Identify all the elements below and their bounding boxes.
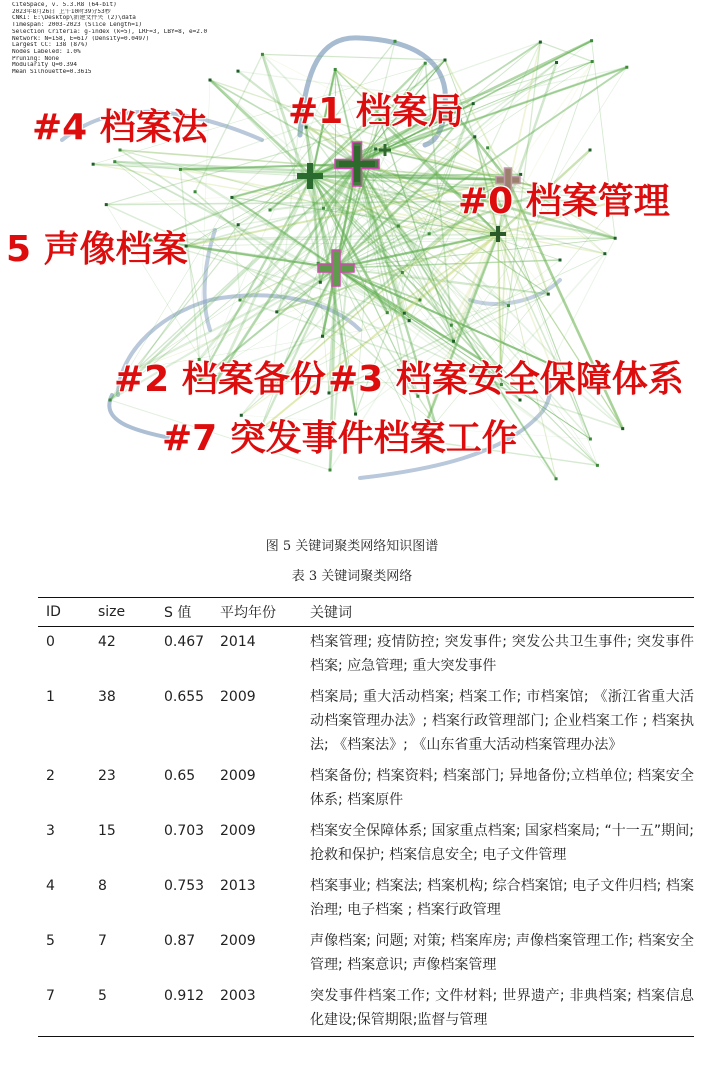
cell-id: 7 <box>46 988 55 1004</box>
table-row <box>38 627 694 683</box>
network-node <box>519 173 522 176</box>
network-node <box>269 209 272 212</box>
table-row <box>38 981 694 1037</box>
network-node <box>105 203 108 206</box>
network-node <box>555 477 558 480</box>
network-node <box>119 149 122 152</box>
network-node <box>230 196 233 199</box>
cell-keywords: 档案安全保障体系; 国家重点档案; 国家档案局; “十一五”期间; 抢救和保护; 档案信息安全; 电子文件管理 <box>310 823 694 863</box>
network-node <box>590 39 593 42</box>
network-node <box>329 469 332 472</box>
cluster-label-4: #4 档案法 <box>32 107 208 148</box>
info-line: CiteSpace, v. 5.3.R8 (64-bit) <box>12 2 117 8</box>
network-node <box>394 40 397 43</box>
cell-avg-year: 2009 <box>220 768 256 784</box>
table-row <box>38 682 694 761</box>
network-node <box>472 102 475 105</box>
cell-avg-year: 2009 <box>220 823 256 839</box>
info-line: Timespan: 2003-2023 (Slice Length=1) <box>12 22 143 29</box>
network-node <box>625 66 628 69</box>
cell-id: 4 <box>46 878 55 894</box>
table-header-row <box>38 598 694 627</box>
table-row <box>38 761 694 816</box>
network-node <box>408 319 411 322</box>
network-node <box>444 59 447 62</box>
network-node <box>194 190 197 193</box>
network-node <box>240 414 243 417</box>
network-node <box>179 168 182 171</box>
network-node <box>555 61 558 64</box>
network-node <box>386 311 389 314</box>
cell-id: 5 <box>46 933 55 949</box>
network-link <box>232 197 240 300</box>
network-node <box>621 427 624 430</box>
cluster-label-7: #7 突发事件档案工作 <box>162 418 518 459</box>
cell-keywords: 突发事件档案工作; 文件材料; 世界遗产; 非典档案; 档案信息化建设;保管期限;监督与管理 <box>310 988 694 1028</box>
network-node <box>452 340 455 343</box>
cell-s-value: 0.655 <box>164 689 205 705</box>
info-line: Selection Criteria: g-index (k=5), LRF=3, LBY=8, e=2.0 <box>12 28 208 35</box>
cell-size: 38 <box>98 689 116 705</box>
cell-size: 5 <box>98 988 107 1004</box>
header-keywords: 关键词 <box>310 605 352 621</box>
network-node <box>109 399 112 402</box>
network-node <box>473 135 476 138</box>
info-line: Largest CC: 138 (87%) <box>12 42 88 49</box>
network-node <box>319 281 322 284</box>
cell-size: 8 <box>98 878 107 894</box>
network-node <box>92 163 95 166</box>
network-node <box>591 60 594 63</box>
network-node <box>589 149 592 152</box>
network-node <box>275 310 278 313</box>
network-node <box>559 259 562 262</box>
info-line: Modularity Q=0.394 <box>12 62 78 69</box>
network-node <box>539 41 542 44</box>
info-line: Nodes Labeled: 1.0% <box>12 48 81 55</box>
cluster-network-figure <box>0 0 704 500</box>
network-node <box>239 299 242 302</box>
cell-size: 42 <box>98 634 116 650</box>
cell-s-value: 0.65 <box>164 768 196 784</box>
cluster-label-5: 5 声像档案 <box>6 229 188 270</box>
cell-avg-year: 2003 <box>220 988 256 1004</box>
cluster-boundary <box>205 230 215 330</box>
table-caption: 表 3 关键词聚类网络 <box>291 569 413 584</box>
network-node <box>614 237 617 240</box>
cell-size: 23 <box>98 768 116 784</box>
cluster-label-0: #0 档案管理 <box>458 181 670 222</box>
network-node <box>603 252 606 255</box>
network-node <box>450 324 453 327</box>
cell-avg-year: 2014 <box>220 634 256 650</box>
table-row <box>38 816 694 871</box>
network-node <box>354 413 357 416</box>
info-line: CNKI: E:\Desktop\新建文件夹 (2)\data <box>12 15 136 22</box>
table-row <box>38 926 694 981</box>
figure-caption: 图 5 关键词聚类网络知识图谱 <box>265 539 439 554</box>
cluster-table <box>38 597 694 1037</box>
network-node <box>209 79 212 82</box>
cell-keywords: 档案局; 重大活动档案; 档案工作; 市档案馆; 《浙江省重大活动档案管理办法》; 档案行政管理部门; 企业档案工作 ; 档案执法; 《档案法》; 《山东省重大活动档案管理办法》 <box>310 689 694 753</box>
cell-keywords: 档案备份; 档案资料; 档案部门; 异地备份;立档单位; 档案安全体系; 档案原件 <box>310 768 694 808</box>
table-row <box>38 871 694 926</box>
network-node <box>424 62 427 65</box>
cluster-label-3: #3 档案安全保障体系 <box>328 359 684 400</box>
header-avg-year: 平均年份 <box>220 605 276 621</box>
cell-size: 15 <box>98 823 116 839</box>
network-node <box>486 146 489 149</box>
network-node <box>374 147 377 150</box>
header-size: size <box>98 604 126 620</box>
cell-keywords: 声像档案; 问题; 对策; 档案库房; 声像档案管理工作; 档案安全管理; 档案意识; 声像档案管理 <box>310 933 694 973</box>
citespace-info <box>12 2 232 76</box>
cluster-label-1: #1 档案局 <box>288 91 464 132</box>
network-node <box>403 312 406 315</box>
network-node <box>397 225 400 228</box>
network-link <box>262 54 445 60</box>
info-line: Network: N=158, E=617 (Density=0.0497) <box>12 35 150 42</box>
network-node <box>237 223 240 226</box>
cell-s-value: 0.467 <box>164 634 205 650</box>
network-node <box>321 335 324 338</box>
cell-s-value: 0.753 <box>164 878 205 894</box>
cell-avg-year: 2013 <box>220 878 256 894</box>
cell-s-value: 0.912 <box>164 988 205 1004</box>
network-node <box>589 437 592 440</box>
cell-s-value: 0.87 <box>164 933 196 949</box>
info-line: 2023年8月26日 上午10时39分53秒 <box>12 8 111 15</box>
network-node <box>428 232 431 235</box>
cell-avg-year: 2009 <box>220 933 256 949</box>
network-node <box>334 68 337 71</box>
network-node <box>596 464 599 467</box>
cell-keywords: 档案事业; 档案法; 档案机构; 综合档案馆; 电子文件归档; 档案治理; 电子档案 ; 档案行政管理 <box>310 878 694 918</box>
cluster-table-container <box>38 597 694 1037</box>
cell-keywords: 档案管理; 疫情防控; 突发事件; 突发公共卫生事件; 突发事件档案; 应急管理; 重大突发事件 <box>310 634 694 674</box>
network-node <box>547 293 550 296</box>
network-node <box>236 70 239 73</box>
cluster-label-2: #2 档案备份 <box>114 359 326 400</box>
cell-id: 1 <box>46 689 55 705</box>
header-s-value: S 值 <box>164 605 192 621</box>
network-node <box>401 271 404 274</box>
info-line: Mean Silhouette=0.3615 <box>12 69 92 76</box>
cell-avg-year: 2009 <box>220 689 256 705</box>
network-node <box>419 299 422 302</box>
network-node <box>261 53 264 56</box>
cell-id: 2 <box>46 768 55 784</box>
cell-id: 3 <box>46 823 55 839</box>
info-line: Pruning: None <box>12 55 59 62</box>
network-link <box>550 67 627 190</box>
cell-id: 0 <box>46 634 55 650</box>
network-node <box>507 304 510 307</box>
header-id: ID <box>46 604 61 620</box>
cell-size: 7 <box>98 933 107 949</box>
cell-s-value: 0.703 <box>164 823 205 839</box>
network-node <box>322 207 325 210</box>
network-node <box>113 160 116 163</box>
